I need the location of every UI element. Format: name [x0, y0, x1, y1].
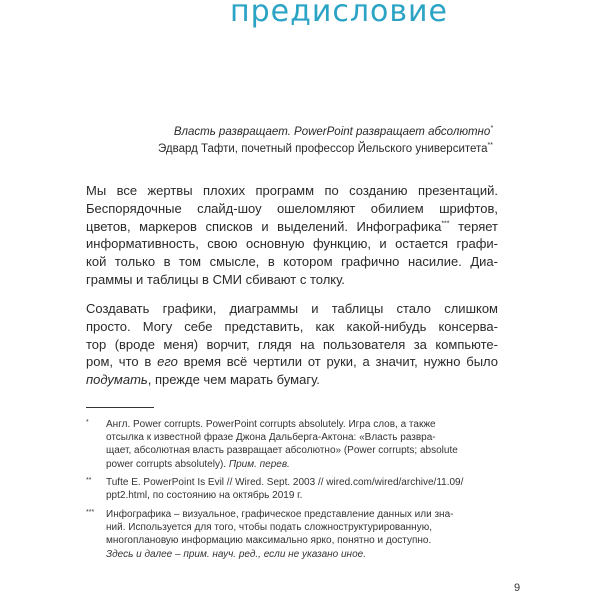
- paragraph-1-line: граммы и таблицы в СМИ сбивают с толку.: [86, 271, 345, 287]
- epigraph-author-text: Эдвард Тафти, почетный профессор Йельского университета: [158, 143, 488, 155]
- page-number: 9: [514, 582, 521, 594]
- footnote-note: Прим. перев.: [228, 458, 290, 470]
- footnote-line: отсылка к известной фразе Джона Дальберга-Актона: «Власть развра-: [106, 432, 436, 444]
- footnote-body: [106, 418, 501, 471]
- paragraph-2-emphasis: его: [157, 354, 178, 370]
- paragraph-2-line: тор (вроде меня) ворчит, глядя на пользователя за компьюте-: [86, 336, 498, 352]
- paragraph-1-line: кой только в том смысле, в котором графично насилие. Диа-: [86, 254, 498, 270]
- footnote-line: [106, 458, 501, 471]
- paragraph-2-line: просто. Могу себе представить, как какой-нибудь консерва-: [86, 318, 498, 334]
- footnote-line: щает, абсолютная власть развращает абсолютно» (Power corrupts; absolute: [106, 445, 458, 457]
- epigraph-author: [158, 141, 493, 158]
- footnote-mark: **: [86, 477, 92, 484]
- paragraph-2-line: Создавать графики, диаграммы и таблицы стало слишком: [86, 301, 498, 316]
- footnote-1: [86, 418, 501, 471]
- epigraph-quote-footnote-mark: *: [490, 125, 493, 133]
- paragraph-2-text: ром, что в: [86, 354, 158, 370]
- paragraph-2-emphasis: подумать: [86, 372, 148, 388]
- footnote-line: многоплановую информацию максимально ярко, понятно и доступно.: [106, 535, 432, 547]
- paragraph-2-text: время всё чертили от руки, а значит, нужно было: [177, 354, 498, 370]
- footnote-line: ppt2.html, по состоянию на октябрь 2019 г.: [106, 490, 303, 502]
- footnote-divider: [86, 407, 154, 408]
- paragraph-1-line: Беспорядочные слайд-шоу ошеломляют обилием шрифтов,: [86, 200, 498, 216]
- footnote-line: Инфографика – визуальное, графическое представление данных или зна-: [106, 509, 454, 520]
- footnote-3: [86, 508, 501, 561]
- paragraph-1: [86, 182, 498, 289]
- paragraph-1-line-tail: теряет: [449, 218, 498, 234]
- paragraph-2: [86, 300, 498, 389]
- paragraph-2-text: , прежде чем марать бумагу.: [147, 372, 320, 388]
- epigraph-quote-text: Власть развращает. PowerPoint развращает абсолютно: [173, 126, 491, 138]
- paragraph-1-line: информативность, свою основную функцию, и остается графи-: [86, 236, 498, 252]
- paragraph-1-line: Мы все жертвы плохих программ по созданию презентаций.: [86, 183, 498, 198]
- epigraph-quote: [158, 124, 493, 141]
- footnote-line: [106, 548, 501, 561]
- infographics-footnote-mark: ***: [441, 220, 450, 228]
- paragraph-2-line: [86, 353, 498, 371]
- paragraph-1-line: [86, 218, 498, 236]
- paragraph-1-line-text: цветов, маркеров списков и выделений. Инфографика: [86, 218, 442, 234]
- footnote-line: Англ. Power corrupts. PowerPoint corrupts absolutely. Игра слов, а также: [106, 419, 436, 430]
- paragraph-2-line: [86, 371, 498, 389]
- footnote-line: ний. Используется для того, чтобы подать сложноструктурированную,: [106, 522, 432, 534]
- footnote-mark: *: [86, 419, 89, 426]
- footnote-mark: ***: [86, 509, 95, 516]
- footnote-body: [106, 508, 501, 561]
- footnote-2: [86, 476, 501, 502]
- footnote-text: power corrupts absolutely).: [106, 458, 229, 470]
- footnote-body: [106, 476, 501, 502]
- epigraph-author-footnote-mark: **: [487, 142, 493, 150]
- footnote-line: Tufte E. PowerPoint Is Evil // Wired. Sept. 2003 // wired.com/wired/archive/11.09/: [106, 477, 464, 488]
- epigraph: [158, 124, 493, 158]
- chapter-heading: предисловие: [230, 0, 449, 29]
- footnote-note: Здесь и далее – прим. науч. ред., если не указано иное.: [106, 548, 366, 560]
